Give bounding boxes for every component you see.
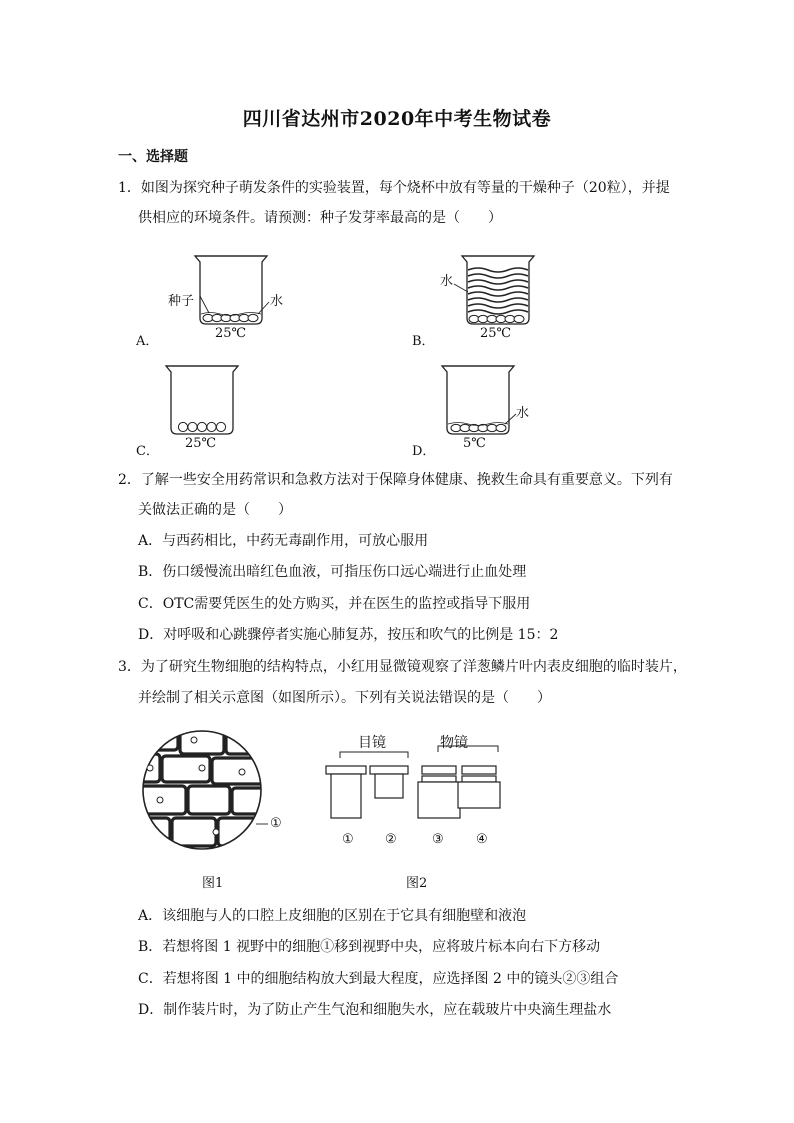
q2-stem-line2: 关做法正确的是（ ）: [138, 502, 292, 518]
q2-stem-line1: 2．了解一些安全用药常识和急救方法对于保障身体健康、挽救生命具有重要意义。下列有: [118, 472, 673, 488]
water-label: 水: [270, 294, 284, 309]
section-heading: 一、选择题: [118, 149, 188, 165]
water-label: 水: [440, 274, 454, 289]
beaker-a-figure[interactable]: [130, 248, 300, 348]
lens-number-2: ②: [385, 832, 397, 847]
figure-1-cells: [136, 726, 296, 891]
seed-label: 种子: [168, 294, 195, 309]
q2-option-a[interactable]: A．与西药相比，中药无毒副作用，可放心服用: [138, 533, 429, 549]
q2-option-b[interactable]: B．伤口缓慢流出暗红色血液，可指压伤口远心端进行止血处理: [138, 564, 527, 580]
page-title: 四川省达州市2020年中考生物试卷: [242, 108, 552, 130]
q3-option-a[interactable]: A．该细胞与人的口腔上皮细胞的区别在于它具有细胞壁和液泡: [138, 908, 527, 924]
temperature-label: 25℃: [185, 436, 217, 451]
option-a-letter: A．: [136, 334, 159, 349]
q3-option-c[interactable]: C．若想将图 1 中的细胞结构放大到最大程度，应选择图 2 中的镜头②③组合: [138, 971, 619, 987]
temperature-label: 5℃: [463, 436, 486, 451]
option-b-letter: B．: [412, 334, 435, 349]
temperature-label: 25℃: [480, 326, 512, 341]
lens-number-4: ④: [476, 832, 488, 847]
figure-1-caption: 图1: [202, 876, 224, 891]
q3-option-d[interactable]: D．制作装片时，为了防止产生气泡和细胞失水，应在载玻片中央滴生理盐水: [138, 1002, 612, 1018]
q1-stem-line1: 1．如图为探究种子萌发条件的实验装置，每个烧杯中放有等量的干燥种子（20粒），并提: [118, 180, 670, 196]
q2-option-c[interactable]: C．OTC需要凭医生的处方购买，并在医生的监控或指导下服用: [138, 596, 531, 612]
beaker-b-figure[interactable]: [408, 248, 578, 348]
water-label: 水: [516, 406, 530, 421]
beaker-d-figure[interactable]: [408, 360, 578, 460]
q3-stem-line1: 3．为了研究生物细胞的结构特点，小红用显微镜观察了洋葱鳞片叶内表皮细胞的临时装片，: [118, 659, 687, 675]
lens-number-3: ③: [432, 832, 444, 847]
q2-option-d[interactable]: D．对呼吸和心跳骤停者实施心肺复苏，按压和吹气的比例是 15：2: [138, 627, 559, 643]
beaker-c-figure[interactable]: [130, 360, 300, 460]
objective-label: 物镜: [440, 735, 468, 751]
eyepiece-label: 目镜: [358, 735, 386, 751]
temperature-label: 25℃: [215, 326, 247, 341]
figure-2-caption: 图2: [406, 876, 428, 891]
q3-stem-line2: 并绘制了相关示意图（如图所示）。下列有关说法错误的是（ ）: [138, 690, 551, 706]
q1-stem-line2: 供相应的环境条件。请预测：种子发芽率最高的是（ ）: [138, 210, 502, 226]
option-c-letter: C．: [136, 444, 159, 459]
figure-1-marker: ①: [270, 816, 282, 831]
lens-number-1: ①: [342, 832, 354, 847]
figure-2-lenses: [322, 726, 512, 891]
option-d-letter: D．: [412, 444, 436, 459]
q3-option-b[interactable]: B．若想将图 1 视野中的细胞①移到视野中央，应将玻片标本向右下方移动: [138, 939, 601, 955]
